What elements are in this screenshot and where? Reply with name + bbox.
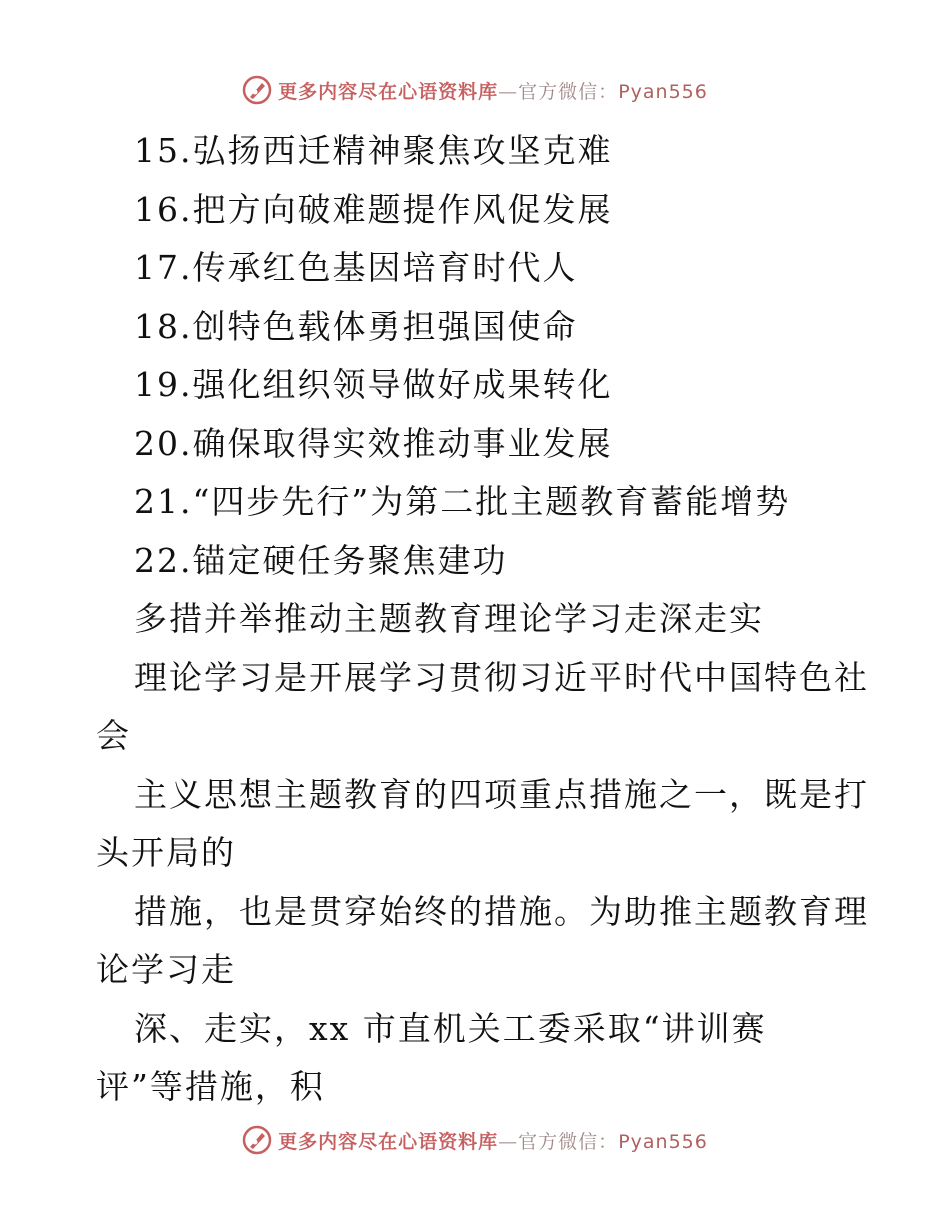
paragraph-line: 深、走实，xx 市直机关工委采取“讲训赛 xyxy=(134,1008,767,1048)
list-item: 22.锚定硬任务聚焦建功 xyxy=(134,540,508,580)
watermark-id: Pyan556 xyxy=(618,80,708,103)
section-heading: 多措并举推动主题教育理论学习走深走实 xyxy=(134,599,764,638)
paragraph-line: 会 xyxy=(96,716,131,755)
paragraph-line: 论学习走 xyxy=(96,950,236,989)
header-watermark xyxy=(0,70,950,110)
watermark-main: 更多内容尽在心语资料库 xyxy=(278,80,499,103)
list-item: 16.把方向破难题提作风促发展 xyxy=(134,189,613,229)
list-item: 19.强化组织领导做好成果转化 xyxy=(134,365,613,404)
list-item: 15.弘扬西迁精神聚焦攻坚克难 xyxy=(134,131,613,170)
watermark-label: 官方微信： xyxy=(518,80,619,103)
watermark-dash: — xyxy=(498,1130,519,1153)
list-item: 21.“四步先行”为第二批主题教育蓄能增势 xyxy=(134,482,791,521)
list-item: 18.创特色载体勇担强国使命 xyxy=(134,306,578,346)
footer-watermark xyxy=(0,1120,950,1160)
list-item: 17.传承红色基因培育时代人 xyxy=(134,248,578,287)
quill-seal-icon xyxy=(242,1125,272,1155)
document-body xyxy=(0,122,950,1117)
watermark-dash: — xyxy=(498,80,519,103)
watermark-text xyxy=(278,1127,708,1154)
paragraph-line: 评”等措施，积 xyxy=(96,1067,325,1106)
paragraph-line: 主义思想主题教育的四项重点措施之一，既是打 xyxy=(134,774,869,814)
paragraph-line: 头开局的 xyxy=(96,833,236,872)
list-item: 20.确保取得实效推动事业发展 xyxy=(134,423,613,463)
watermark-label: 官方微信： xyxy=(518,1130,619,1153)
watermark-main: 更多内容尽在心语资料库 xyxy=(278,1130,499,1153)
paragraph-line: 理论学习是开展学习贯彻习近平时代中国特色社 xyxy=(134,657,869,697)
paragraph-line: 措施，也是贯穿始终的措施。为助推主题教育理 xyxy=(134,891,869,931)
watermark-text xyxy=(278,77,708,104)
watermark-id: Pyan556 xyxy=(618,1130,708,1153)
quill-seal-icon xyxy=(242,75,272,105)
